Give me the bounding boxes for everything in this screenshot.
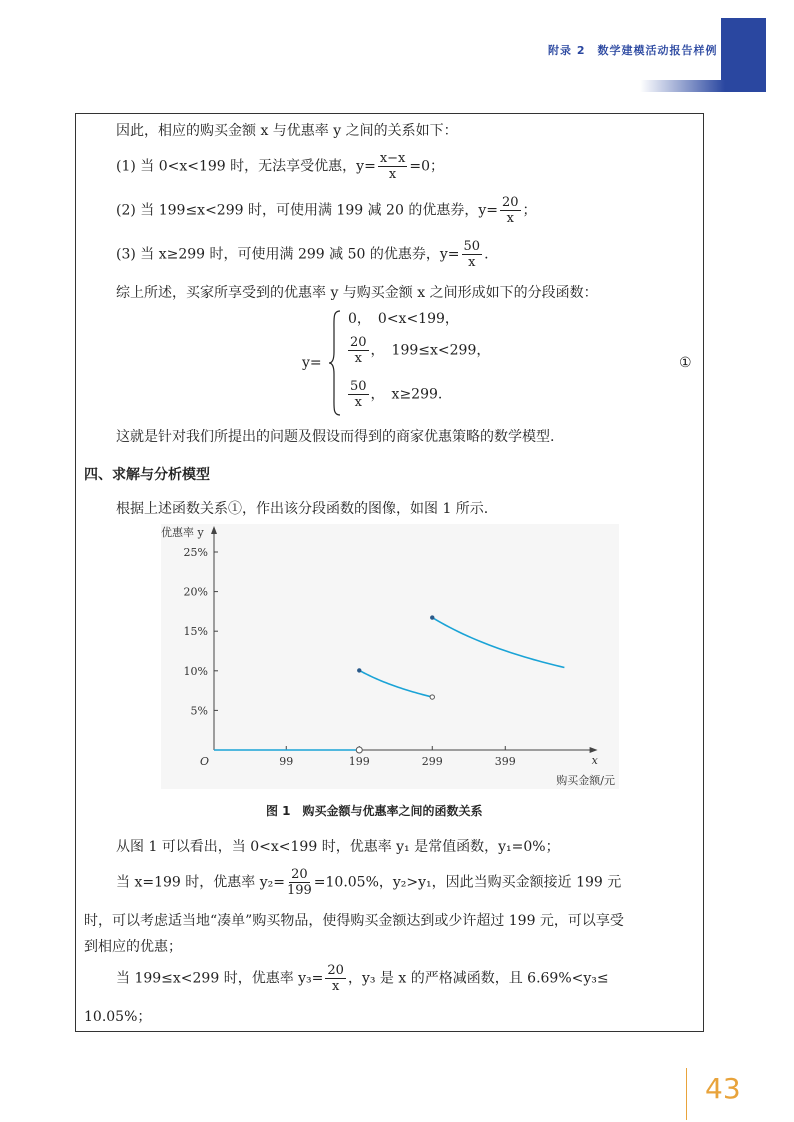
fraction [378,152,408,181]
text: (1) 当 0<x<199 时，无法享受优惠，y= [116,158,376,175]
header-gradient [640,80,725,92]
text-line: 时，可以考虑适当地“凑单”购买物品，使得购买金额达到或少许超过 199 元，可以享受 [84,913,624,929]
content-box [75,113,704,1032]
numerator: 20 [327,963,344,978]
text: (3) 当 x≥299 时，可使用满 299 减 50 的优惠券，y= [116,246,460,263]
text: 当 x=199 时，优惠率 y₂= [116,874,285,891]
fraction [500,196,521,225]
denominator: x [468,255,476,270]
y-tick-label: 20% [183,585,208,599]
x-tick-label: 399 [494,755,516,768]
text: ， x≥299. [370,386,443,403]
chart [161,524,619,789]
open-point [356,747,362,753]
x-tick-label: 99 [279,755,294,768]
y-tick-label: 10% [183,664,208,678]
numerator: 20 [501,195,519,210]
header-accent [721,18,766,92]
header-title: 附录 2 数学建模活动报告样例 [548,44,718,57]
chart-svg [161,524,619,789]
piece-1: 0， 0<x<199， [348,311,459,327]
text-line [116,868,621,897]
fraction [348,336,369,365]
numerator: x−x [379,151,406,166]
text: 当 199≤x<299 时，优惠率 y₃= [116,970,324,987]
y-tick-label: 15% [183,625,208,639]
brace [328,310,342,416]
numerator: 50 [463,239,481,254]
x-axis-label: 购买金额/元 [556,774,615,787]
y-tick-label: 25% [183,546,208,559]
denominator: x [354,395,362,410]
case-3 [116,240,489,269]
x-axis-arrow [590,747,598,753]
origin-label: O [199,755,209,768]
text: ， 199≤x<299， [370,342,491,359]
y-tick-label: 5% [190,704,208,718]
text: =10.05%，y₂>y₁，因此当购买金额接近 199 元 [313,874,622,891]
piecewise-y: y= [302,355,322,371]
denominator: x [388,167,397,182]
case-1 [116,152,444,181]
y-axis-label: 优惠率 y [161,526,204,539]
section-heading: 四、求解与分析模型 [84,467,210,483]
text-line: 10.05%； [84,1009,152,1025]
text-line [116,964,609,993]
fraction [287,868,312,897]
numerator: 50 [350,379,367,394]
text-line: 根据上述函数关系①，作出该分段函数的图像，如图 1 所示. [116,501,489,517]
text: (2) 当 199≤x<299 时，可使用满 199 减 20 的优惠券，y= [116,202,498,219]
equation-tag: ① [679,355,692,371]
denominator: 199 [286,883,312,898]
text: ； [522,202,537,219]
text-line: 因此，相应的购买金额 x 与优惠率 y 之间的关系如下： [116,123,458,139]
page-number-rule [686,1068,687,1120]
open-point [430,695,434,699]
figure-caption: 图 1 购买金额与优惠率之间的函数关系 [266,804,483,818]
denominator: x [332,979,340,994]
fraction [462,240,483,269]
text-line: 这就是针对我们所提出的问题及假设而得到的商家优惠策略的数学模型. [116,429,555,445]
text-line: 综上所述，买家所享受到的优惠率 y 与购买金额 x 之间形成如下的分段函数： [116,285,598,301]
piece-2 [346,336,490,365]
text: ，y₃ 是 x 的严格减函数，且 6.69%<y₃≤ [347,970,609,987]
case-2 [116,196,537,225]
numerator: 20 [291,867,308,882]
denominator: x [506,211,514,226]
page-number: 43 [705,1072,741,1105]
x-var-label: x [591,754,598,767]
piece-3 [346,380,442,409]
x-tick-label: 199 [348,755,370,768]
fraction [348,380,369,409]
closed-point [430,615,434,619]
series-line [359,670,432,697]
closed-point [357,668,361,672]
fraction [325,964,346,993]
text-line: 到相应的优惠； [84,939,182,955]
denominator: x [354,351,362,366]
text-line: 从图 1 可以看出，当 0<x<199 时，优惠率 y₁ 是常值函数，y₁=0%； [116,839,560,855]
x-tick-label: 299 [421,755,443,768]
series-line [432,618,564,668]
numerator: 20 [350,335,367,350]
text: . [484,246,489,263]
y-axis-arrow [211,526,217,534]
text: =0； [409,158,445,175]
